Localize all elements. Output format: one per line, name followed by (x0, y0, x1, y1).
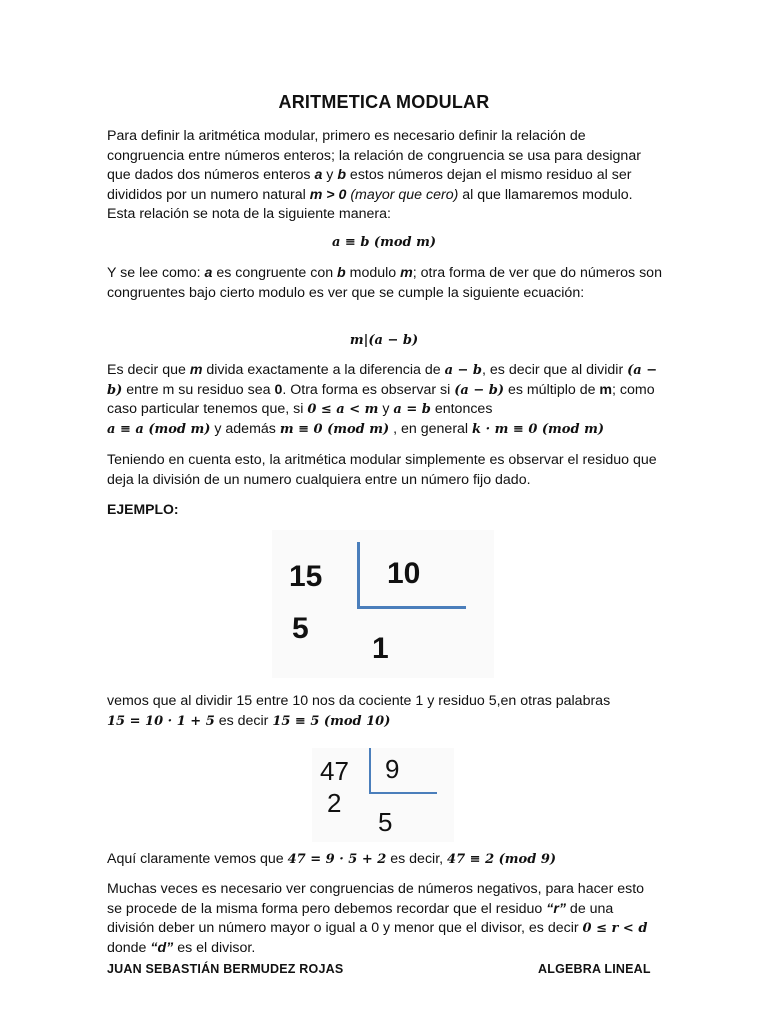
math: 47 ≡ 2 (mod 9) (447, 852, 557, 867)
quotient: 5 (378, 807, 393, 837)
var-m: m (189, 362, 203, 378)
quotient: 1 (372, 632, 389, 665)
division-bracket-vertical (369, 748, 371, 794)
text: y (322, 167, 338, 183)
text: es congruente con (212, 265, 338, 281)
dividend: 47 (320, 756, 349, 786)
text: ; como caso particular tenemos que, si (107, 381, 655, 417)
text: es el divisor. (173, 939, 256, 956)
example1-paragraph (107, 692, 662, 731)
text: donde (107, 939, 151, 956)
text: . Otra forma es observar si (282, 381, 455, 398)
math: a = b (393, 402, 431, 417)
text: entonces (430, 401, 493, 417)
text: divida exactamente a la diferencia de (202, 362, 445, 378)
var-m: m (599, 381, 613, 398)
divisor: 10 (387, 557, 421, 590)
example2-paragraph (107, 850, 662, 870)
page-title: ARITMETICA MODULAR (278, 92, 490, 112)
remainder: 5 (292, 612, 309, 645)
remainder: 2 (327, 788, 342, 818)
math: (a − b) (454, 382, 504, 398)
math: 15 = 10 · 1 + 5 (107, 713, 215, 729)
var-a: a (314, 167, 323, 183)
text: Muchas veces es necesario ver congruencias de números negativos, para hacer esto se procede de la misma forma pero debemos recordar que el residuo (107, 881, 645, 917)
math: 0 (274, 381, 283, 398)
footer-author: JUAN SEBASTIÁN BERMUDEZ ROJAS (107, 962, 344, 976)
text: , es decir que al dividir (482, 362, 628, 378)
text: Para definir la aritmética modular, primero es necesario definir la relación de congruencia entre números enteros; la relación de congruencia se usa para designar que dados dos números enteros (107, 128, 641, 183)
var-d: “d” (150, 939, 174, 956)
intro-paragraph (107, 127, 662, 225)
math: 0 ≤ r < d (582, 921, 648, 936)
negative-numbers-paragraph (107, 880, 662, 958)
summary-paragraph: Teniendo en cuenta esto, la aritmética modular simplemente es observar el residuo que deja la división de un numero cualquiera entre un número fijo dado. (107, 452, 657, 488)
division-bracket-horizontal (369, 792, 437, 794)
text: y (378, 401, 394, 417)
math: 47 = 9 · 5 + 2 (287, 852, 387, 867)
text: Aquí claramente vemos que (107, 851, 288, 867)
division-bracket-vertical (357, 542, 360, 609)
var-b: b (337, 265, 346, 281)
text: , en general (389, 420, 473, 437)
text: es múltiplo de (504, 381, 600, 398)
math: (a − b) (107, 363, 658, 398)
congruence-equation: a ≡ b (mod m) (331, 235, 437, 250)
footer-course: ALGEBRA LINEAL (538, 962, 651, 976)
text: Es decir que (107, 362, 190, 378)
text: de una división deber un número mayor o igual a 0 y menor que el divisor, es decir (107, 900, 614, 936)
math: k · m ≡ 0 (mod m) (472, 421, 604, 437)
divisibility-equation: m|(a − b) (349, 333, 419, 348)
text: es decir, (386, 851, 448, 867)
text: Y se lee como: (107, 265, 205, 281)
math: a − b (444, 363, 483, 378)
division-bracket-horizontal (357, 606, 466, 609)
text: es decir (214, 712, 273, 729)
var-a: a (204, 265, 213, 281)
dividend: 15 (289, 560, 323, 593)
math: 0 ≤ a < m (307, 402, 379, 417)
reading-paragraph (107, 264, 662, 303)
text: vemos que al dividir 15 entre 10 nos da cociente 1 y residuo 5,en otras palabras (107, 693, 611, 709)
text: y además (210, 420, 280, 437)
example-heading: EJEMPLO: (107, 501, 179, 517)
explanation-paragraph (107, 361, 662, 439)
text: ; otra forma de ver que do números son congruentes bajo cierto modulo es ver que se cumple la siguiente ecuación: (107, 265, 662, 301)
math: a ≡ a (mod m) (107, 421, 211, 437)
text: al que llamaremos modulo. Esta relación se nota de la siguiente manera: (107, 186, 633, 222)
var-b: b (337, 167, 346, 183)
text: estos números dejan el mismo residuo al ser divididos por un numero natural (107, 167, 632, 203)
division-figure-1 (272, 530, 494, 678)
division-figure-2 (312, 748, 454, 842)
divisor: 9 (385, 754, 400, 784)
text: (mayor que cero) (346, 186, 459, 203)
math: 15 ≡ 5 (mod 10) (272, 713, 391, 729)
text: modulo (345, 265, 401, 281)
var-r: “r” (546, 900, 566, 917)
condition: m > 0 (309, 186, 347, 203)
text: entre m su residuo sea (122, 381, 275, 398)
math: m ≡ 0 (mod m) (279, 421, 390, 437)
var-m: m (400, 265, 413, 281)
